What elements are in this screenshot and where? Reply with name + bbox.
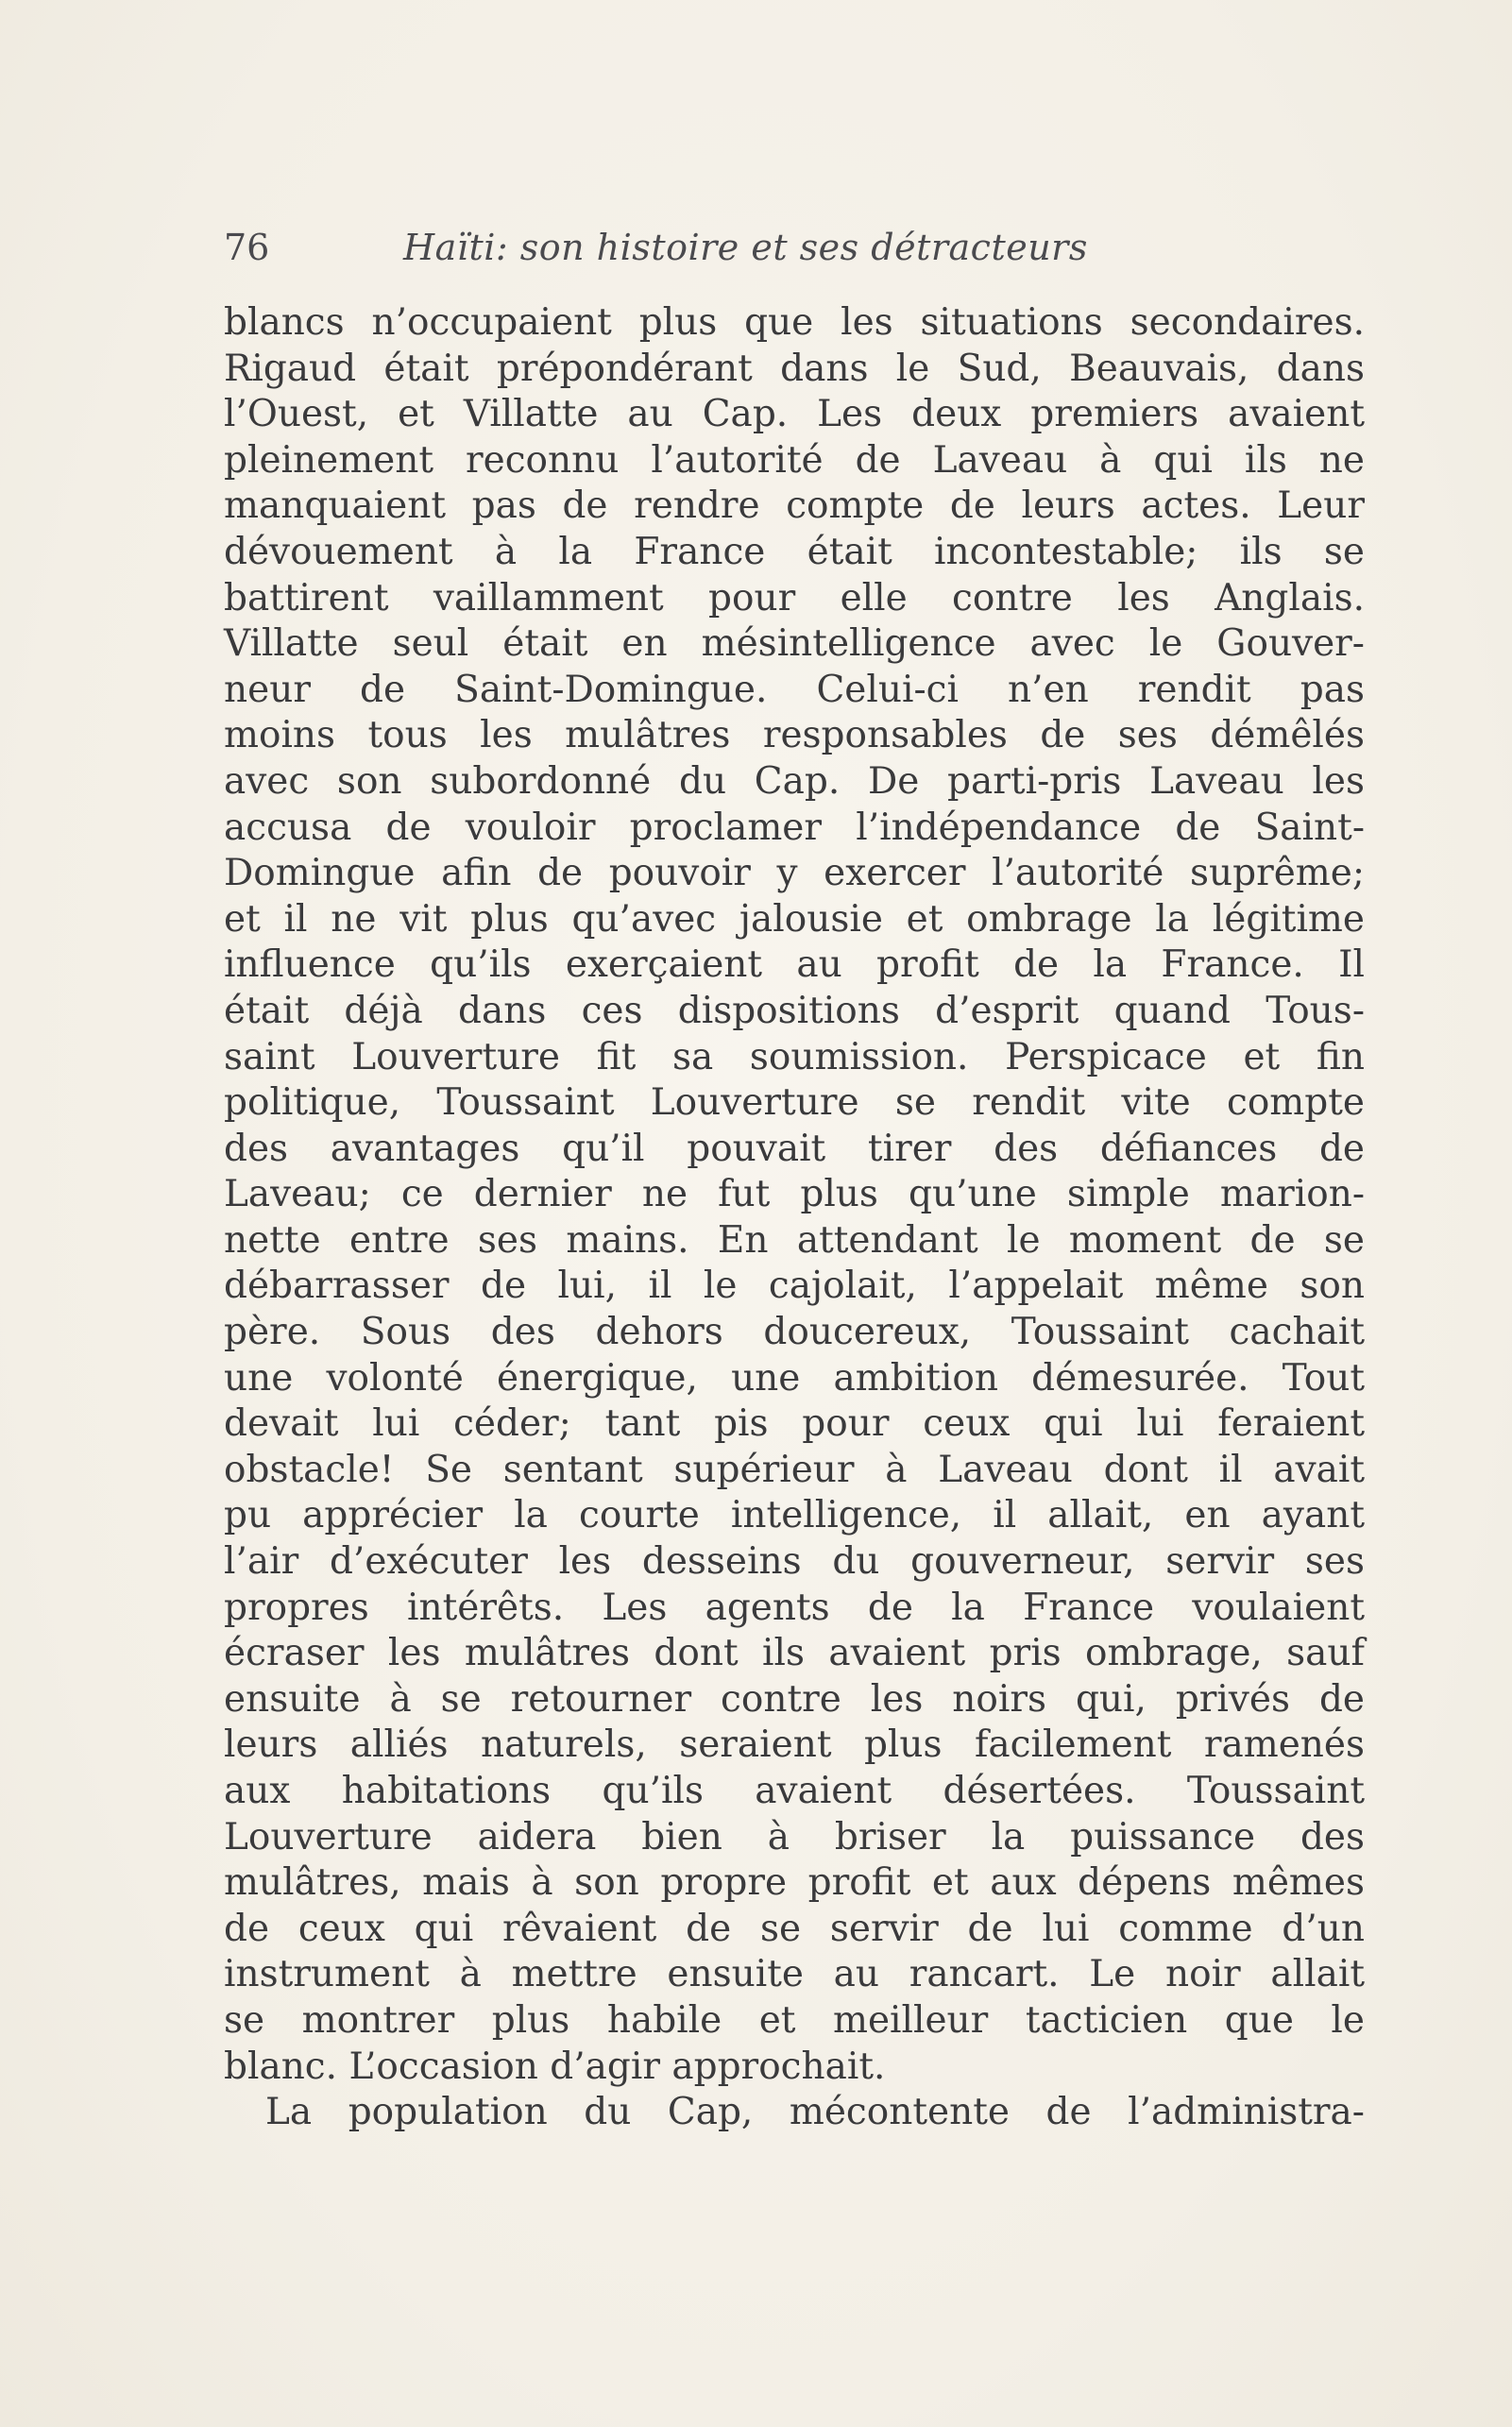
text-line-paragraph-start: La population du Cap, mécontente de l’administra- — [265, 2091, 1365, 2134]
page-number: 76 — [224, 227, 270, 268]
text-line: l’Ouest, et Villatte au Cap. Les deux premiers avaient — [224, 393, 1365, 436]
text-line: battirent vaillamment pour elle contre les Anglais. — [224, 576, 1365, 619]
text-line: se montrer plus habile et meilleur tacticien que le — [224, 1998, 1365, 2042]
text-line: Villatte seul était en mésintelligence avec le Gouver- — [224, 622, 1365, 666]
text-line: Domingue afin de pouvoir y exercer l’autorité suprême; — [224, 852, 1365, 895]
text-line: aux habitations qu’ils avaient désertées. Toussaint — [224, 1770, 1365, 1812]
text-line: neur de Saint-Domingue. Celui-ci n’en rendit pas — [224, 668, 1365, 711]
text-line: l’air d’exécuter les desseins du gouverneur, servir ses — [224, 1540, 1365, 1584]
text-line: mulâtres, mais à son propre profit et aux dépens mêmes — [224, 1861, 1365, 1905]
text-line: leurs alliés naturels, seraient plus facilement ramenés — [224, 1723, 1365, 1767]
text-line: manquaient pas de rendre compte de leurs actes. Leur — [224, 484, 1365, 528]
text-line: des avantages qu’il pouvait tirer des défiances de — [224, 1127, 1365, 1170]
text-line: pu apprécier la courte intelligence, il allait, en ayant — [224, 1494, 1365, 1537]
text-line: pleinement reconnu l’autorité de Laveau à qui ils ne — [224, 438, 1365, 482]
text-line: moins tous les mulâtres responsables de ses démêlés — [224, 714, 1365, 757]
text-line: obstacle! Se sentant supérieur à Laveau dont il avait — [224, 1448, 1365, 1491]
text-line: était déjà dans ces dispositions d’esprit quand Tous- — [224, 989, 1365, 1032]
text-line: blancs n’occupaient plus que les situations secondaires. — [224, 301, 1365, 344]
text-line: influence qu’ils exerçaient au profit de la France. Il — [224, 943, 1365, 987]
running-title: Haïti: son histoire et ses détracteurs — [403, 227, 1088, 268]
text-line: politique, Toussaint Louverture se rendit vite compte — [224, 1081, 1365, 1125]
text-line: accusa de vouloir proclamer l’indépendance de Saint- — [224, 806, 1365, 849]
text-line: saint Louverture fit sa soumission. Perspicace et fin — [224, 1035, 1365, 1078]
text-line: et il ne vit plus qu’avec jalousie et ombrage la légitime — [224, 897, 1365, 941]
text-line: Louverture aidera bien à briser la puissance des — [224, 1815, 1365, 1858]
text-line: propres intérêts. Les agents de la France voulaient — [224, 1586, 1365, 1629]
text-line: instrument à mettre ensuite au rancart. Le noir allait — [224, 1953, 1365, 1996]
text-line: ensuite à se retourner contre les noirs qui, privés de — [224, 1677, 1365, 1721]
text-line: Rigaud était prépondérant dans le Sud, Beauvais, dans — [224, 347, 1365, 390]
text-line: avec son subordonné du Cap. De parti-pris Laveau les — [224, 759, 1365, 803]
running-header — [224, 219, 1187, 276]
text-line: écraser les mulâtres dont ils avaient pris ombrage, sauf — [224, 1632, 1365, 1675]
text-line: de ceux qui rêvaient de se servir de lui comme d’un — [224, 1907, 1365, 1950]
body-text — [224, 300, 1365, 2136]
text-line: nette entre ses mains. En attendant le moment de se — [224, 1218, 1365, 1262]
text-line: devait lui céder; tant pis pour ceux qui lui feraient — [224, 1402, 1365, 1446]
text-line-paragraph-end: blanc. L’occasion d’agir approchait. — [224, 2045, 886, 2088]
text-line: père. Sous des dehors doucereux, Toussaint cachait — [224, 1311, 1365, 1354]
text-line: dévouement à la France était incontestable; ils se — [224, 530, 1365, 573]
text-line: une volonté énergique, une ambition démesurée. Tout — [224, 1356, 1365, 1400]
text-line: débarrasser de lui, il le cajolait, l’appelait même son — [224, 1264, 1365, 1308]
text-line: Laveau; ce dernier ne fut plus qu’une simple marion- — [224, 1173, 1365, 1216]
